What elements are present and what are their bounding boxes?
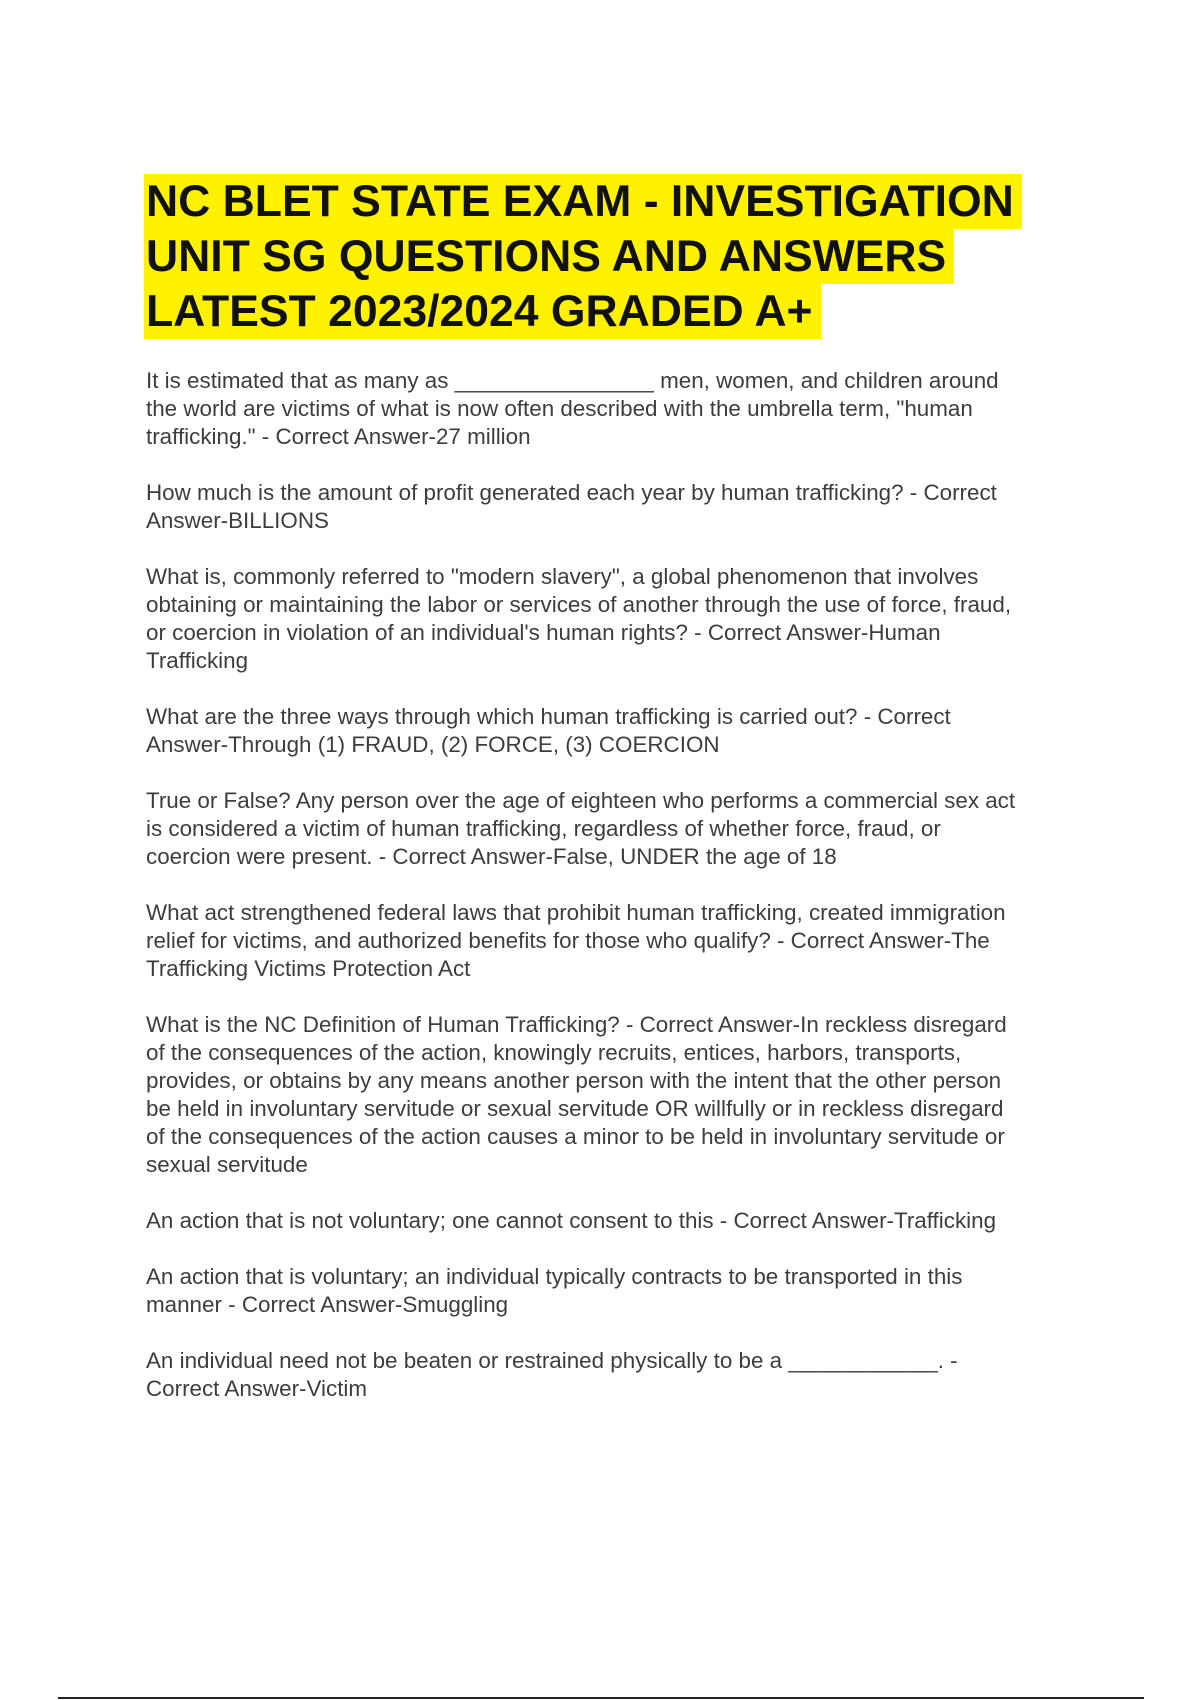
title-line (144, 229, 1124, 284)
question-answer-item (146, 479, 1096, 535)
question-answer-line: Trafficking Victims Protection Act (146, 956, 471, 981)
title-line-text: NC BLET STATE EXAM - INVESTIGATION (144, 174, 1022, 229)
question-answer-item (146, 1011, 1096, 1179)
question-answer-line: sexual servitude (146, 1152, 308, 1177)
question-answer-line: An action that is voluntary; an individual typically contracts to be transported in this (146, 1264, 963, 1289)
question-answer-line: Answer-BILLIONS (146, 508, 329, 533)
title-line-text: UNIT SG QUESTIONS AND ANSWERS (144, 229, 954, 284)
question-answer-item (146, 1263, 1096, 1319)
question-answer-line: What is the NC Definition of Human Trafficking? - Correct Answer-In reckless disregard (146, 1012, 1007, 1037)
question-answer-item (146, 703, 1096, 759)
question-answer-line: or coercion in violation of an individual's human rights? - Correct Answer-Human (146, 620, 941, 645)
question-answer-line: How much is the amount of profit generated each year by human trafficking? - Correct (146, 480, 997, 505)
document-title (144, 174, 1124, 339)
question-answer-line: trafficking." - Correct Answer-27 million (146, 424, 531, 449)
question-answer-line: What is, commonly referred to "modern slavery", a global phenomenon that involves (146, 564, 979, 589)
title-line (144, 284, 1124, 339)
question-answer-item (146, 1347, 1096, 1403)
question-answer-line: Answer-Through (1) FRAUD, (2) FORCE, (3) COERCION (146, 732, 720, 757)
question-answer-item (146, 787, 1096, 871)
question-answer-line: True or False? Any person over the age of eighteen who performs a commercial sex act (146, 788, 1016, 813)
question-answer-line: An action that is not voluntary; one cannot consent to this - Correct Answer-Trafficking (146, 1208, 997, 1233)
title-line-text: LATEST 2023/2024 GRADED A+ (144, 284, 821, 339)
question-answer-line: coercion were present. - Correct Answer-False, UNDER the age of 18 (146, 844, 837, 869)
page-footer-rule (58, 1697, 1144, 1699)
question-answer-line: Correct Answer-Victim (146, 1376, 368, 1401)
question-answer-item (146, 1207, 1096, 1235)
question-answer-line: What are the three ways through which human trafficking is carried out? - Correct (146, 704, 951, 729)
question-answer-line: is considered a victim of human trafficking, regardless of whether force, fraud, or (146, 816, 941, 841)
title-line (144, 174, 1124, 229)
question-answer-list (146, 367, 1096, 1431)
question-answer-line: be held in involuntary servitude or sexual servitude OR willfully or in reckless disregard (146, 1096, 1004, 1121)
question-answer-line: obtaining or maintaining the labor or services of another through the use of force, fraud, (146, 592, 1012, 617)
question-answer-line: An individual need not be beaten or restrained physically to be a ____________. - (146, 1348, 958, 1373)
question-answer-item (146, 899, 1096, 983)
question-answer-item (146, 367, 1096, 451)
question-answer-line: the world are victims of what is now often described with the umbrella term, "human (146, 396, 973, 421)
question-answer-line: manner - Correct Answer-Smuggling (146, 1292, 509, 1317)
question-answer-item (146, 563, 1096, 675)
question-answer-line: provides, or obtains by any means another person with the intent that the other person (146, 1068, 1002, 1093)
question-answer-line: of the consequences of the action, knowingly recruits, entices, harbors, transports, (146, 1040, 962, 1065)
question-answer-line: of the consequences of the action causes a minor to be held in involuntary servitude or (146, 1124, 1005, 1149)
question-answer-line: relief for victims, and authorized benefits for those who qualify? - Correct Answer-The (146, 928, 990, 953)
question-answer-line: It is estimated that as many as ________________ men, women, and children around (146, 368, 999, 393)
question-answer-line: What act strengthened federal laws that prohibit human trafficking, created immigration (146, 900, 1006, 925)
question-answer-line: Trafficking (146, 648, 249, 673)
